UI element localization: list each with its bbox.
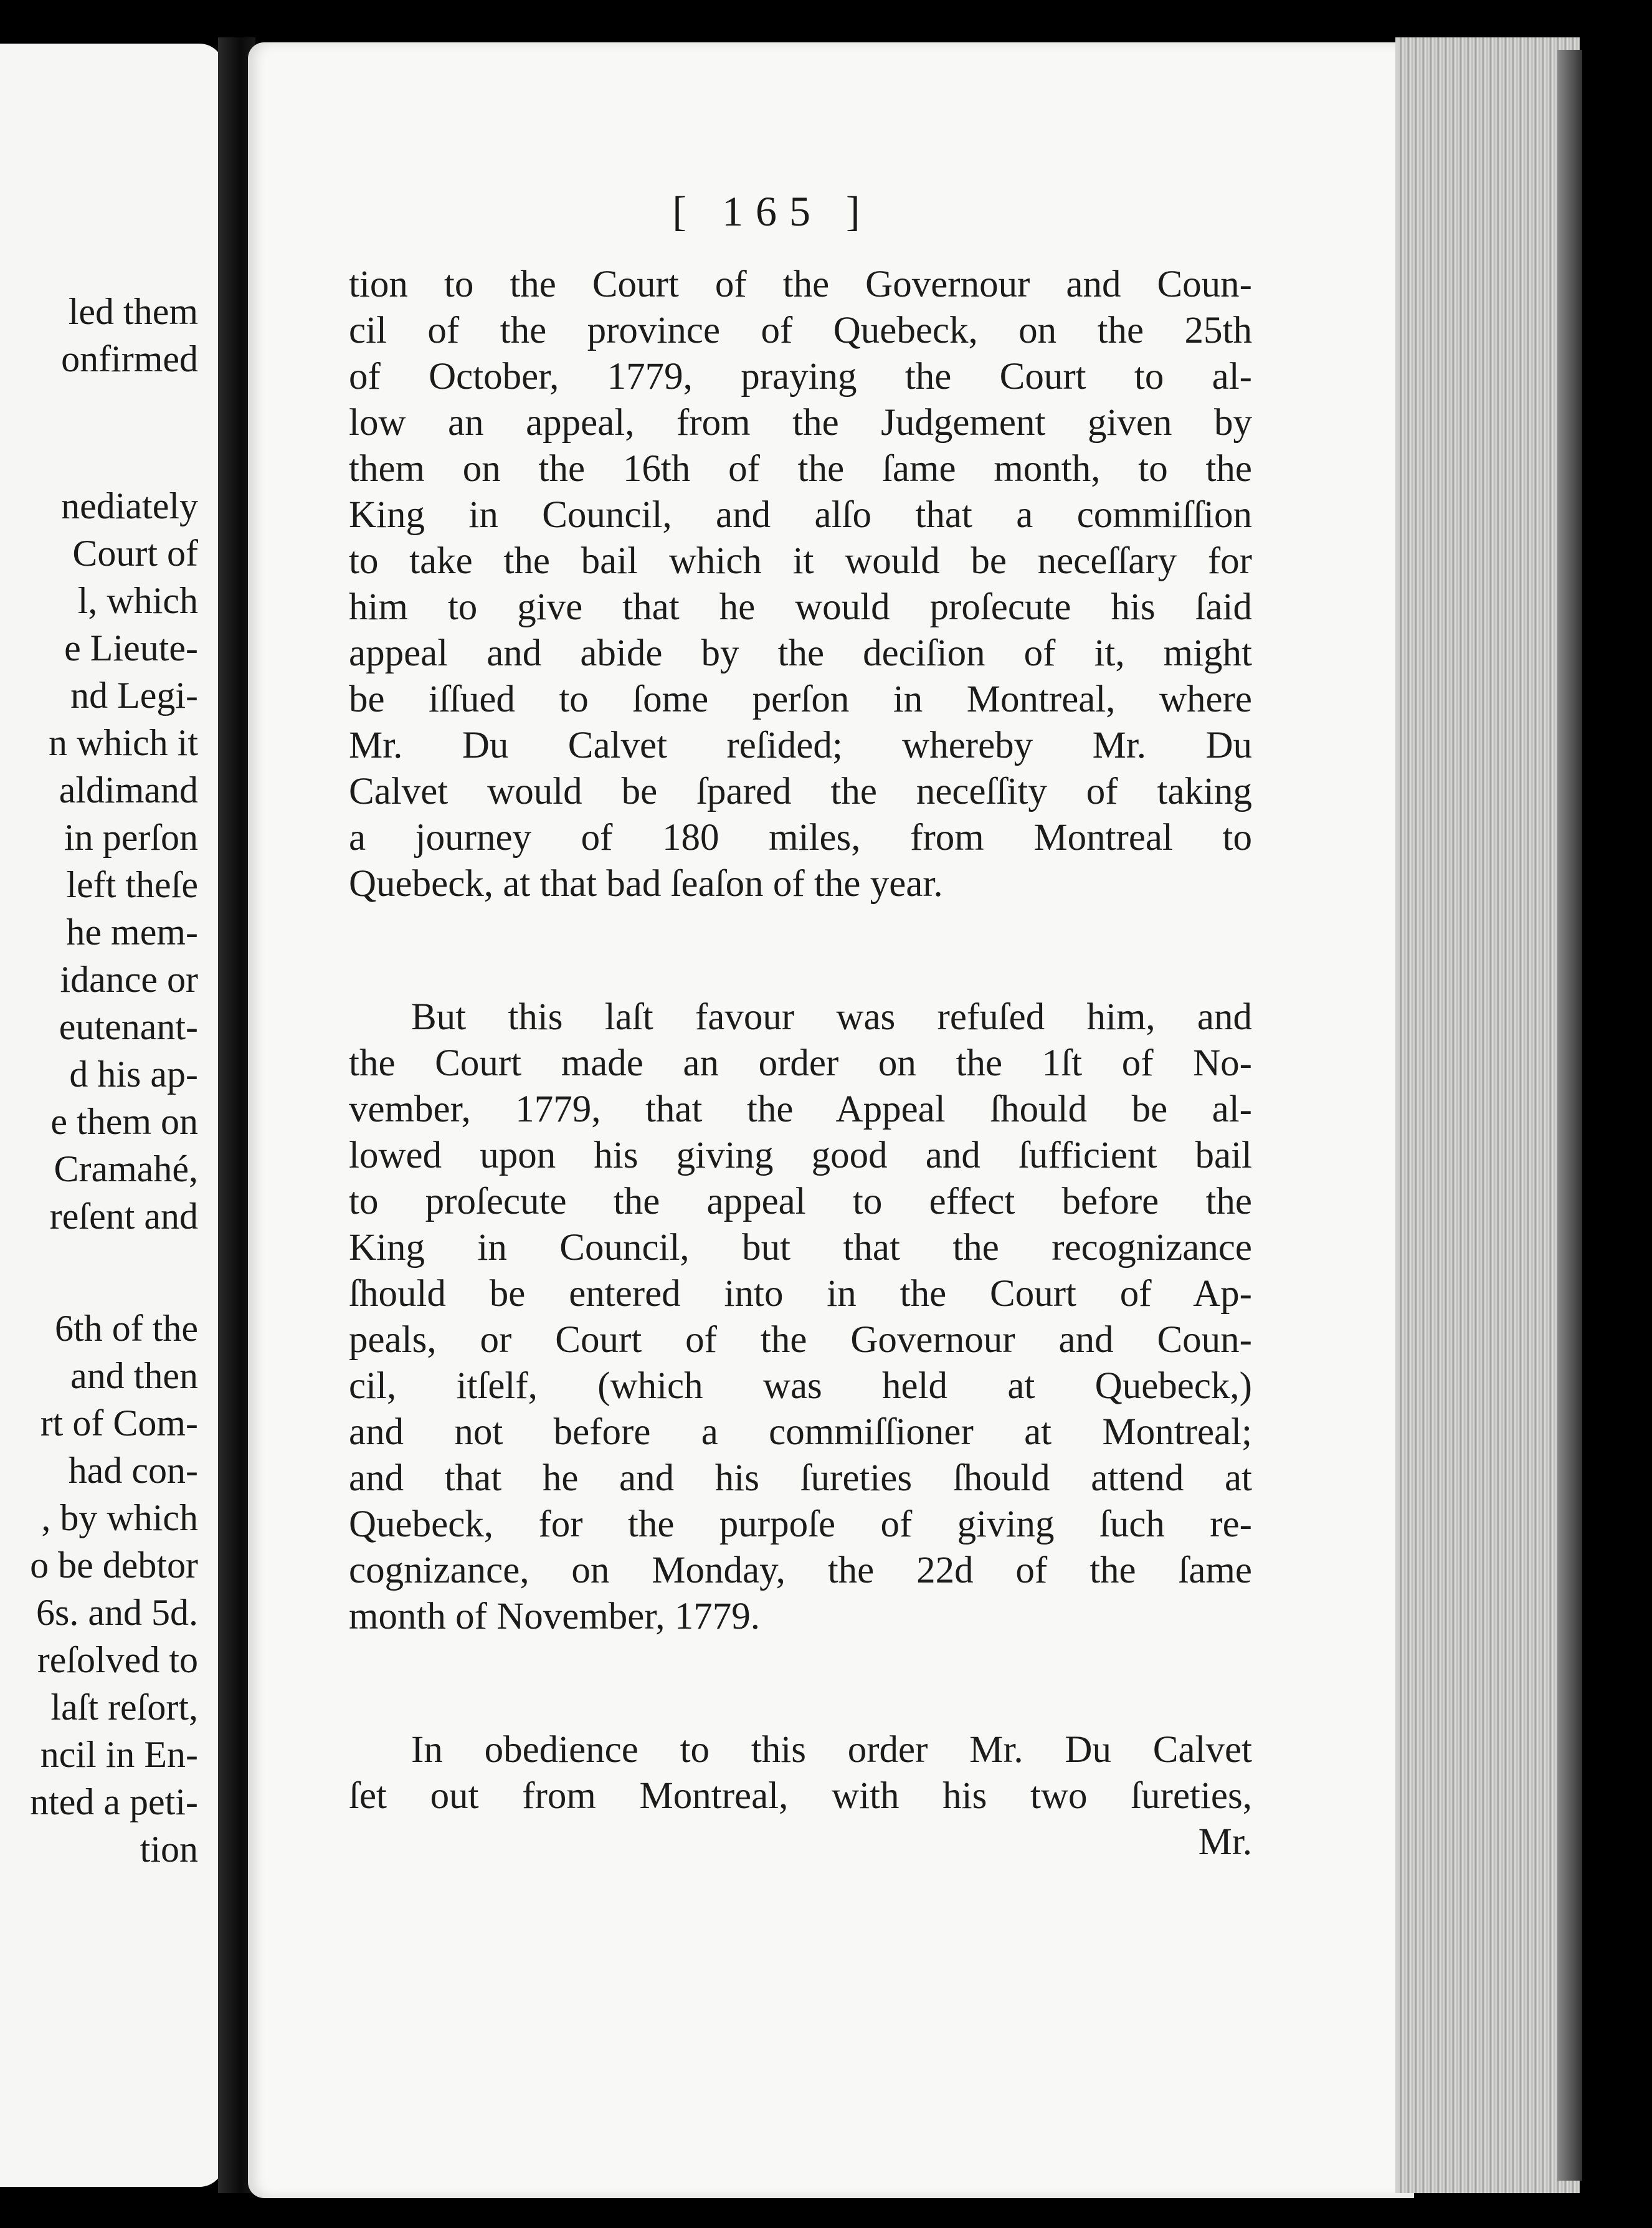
text-line: Mr. Du Calvet reſided; whereby Mr. Du	[349, 725, 1252, 766]
left-line: left theſe	[66, 864, 198, 905]
left-line: l, which	[77, 580, 198, 621]
text-line: Quebeck, at that bad ſeaſon of the year.	[349, 863, 943, 905]
text-line: them on the 16th of the ſame month, to the	[349, 448, 1252, 490]
left-line: onfirmed	[61, 338, 198, 379]
text-line: But this laſt favour was refuſed him, and	[411, 996, 1252, 1038]
main-text-block	[349, 262, 1252, 1865]
text-line: cil, itſelf, (which was held at Quebeck,)	[349, 1365, 1252, 1407]
left-line: e Lieute-	[64, 627, 198, 669]
text-line: to take the bail which it would be neceſſary for	[349, 540, 1252, 582]
left-line: idance or	[60, 959, 198, 1000]
left-page-text	[0, 288, 198, 1873]
text-line: cognizance, on Monday, the 22d of the ſame	[349, 1550, 1252, 1591]
text-line: cil of the province of Quebeck, on the 25th	[349, 310, 1252, 351]
paragraph-2	[349, 994, 1252, 1640]
left-line: o be debtor	[30, 1545, 198, 1586]
text-line: be iſſued to ſome perſon in Montreal, where	[349, 678, 1252, 720]
text-line: low an appeal, from the Judgement given by	[349, 402, 1252, 444]
left-line: rt of Com-	[40, 1402, 198, 1444]
left-line: laſt reſort,	[50, 1687, 198, 1728]
left-line: nted a peti-	[30, 1781, 198, 1822]
text-line: to proſecute the appeal to effect before the	[349, 1181, 1252, 1222]
left-line: reſolved to	[37, 1639, 198, 1680]
left-facing-page	[0, 44, 224, 2187]
text-line: peals, or Court of the Governour and Coun-	[349, 1319, 1252, 1361]
text-line: lowed upon his giving good and ſufficient bail	[349, 1135, 1252, 1176]
page-edges	[1395, 37, 1580, 2193]
catchword: Mr.	[1198, 1821, 1252, 1863]
left-line: nediately	[61, 485, 198, 526]
text-line: him to give that he would proſecute his ſaid	[349, 586, 1252, 628]
left-line: Court of	[72, 533, 198, 574]
text-line: ſet out from Montreal, with his two ſureties,	[349, 1775, 1252, 1817]
left-line: 6s. and 5d.	[36, 1592, 198, 1633]
left-line: Cramahé,	[54, 1148, 198, 1189]
left-line: d his ap-	[69, 1054, 198, 1095]
text-line: the Court made an order on the 1ſt of No-	[349, 1042, 1252, 1084]
left-line: eutenant-	[59, 1006, 198, 1047]
text-line: of October, 1779, praying the Court to al-	[349, 356, 1252, 398]
text-line: King in Council, but that the recognizance	[349, 1227, 1252, 1269]
text-line: tion to the Court of the Governour and Coun-	[349, 264, 1252, 305]
text-line: appeal and abide by the deciſion of it, might	[349, 632, 1252, 674]
text-line: ſhould be entered into in the Court of Ap-	[349, 1273, 1252, 1315]
text-line: and that he and his ſureties ſhould attend at	[349, 1457, 1252, 1499]
left-line: nd Legi-	[70, 675, 198, 716]
page-number: [ 165 ]	[672, 188, 873, 235]
text-line: In obedience to this order Mr. Du Calvet	[411, 1729, 1252, 1771]
paragraph-3	[349, 1727, 1252, 1865]
left-line: reſent and	[49, 1196, 198, 1237]
text-line: and not before a commiſſioner at Montreal;	[349, 1411, 1252, 1453]
left-line: aldimand	[59, 769, 198, 811]
text-line: Quebeck, for the purpoſe of giving ſuch re-	[349, 1503, 1252, 1545]
text-line: King in Council, and alſo that a commiſſion	[349, 494, 1252, 536]
left-line: ncil in En-	[40, 1734, 198, 1775]
left-line: led them	[68, 291, 198, 332]
left-line: tion	[140, 1829, 198, 1870]
page-edges-shadow	[1557, 50, 1582, 2181]
left-line: n which it	[49, 722, 198, 763]
left-line: and then	[70, 1355, 198, 1396]
text-line: a journey of 180 miles, from Montreal to	[349, 817, 1252, 859]
left-line: in perſon	[64, 817, 198, 858]
left-line: had con-	[68, 1450, 198, 1491]
text-line: vember, 1779, that the Appeal ſhould be al-	[349, 1088, 1252, 1130]
left-line: he mem-	[66, 912, 198, 953]
text-line: Calvet would be ſpared the neceſſity of taking	[349, 771, 1252, 812]
left-line: 6th of the	[55, 1308, 198, 1349]
text-line: month of November, 1779.	[349, 1596, 760, 1637]
left-line: , by which	[41, 1497, 198, 1538]
paragraph-1	[349, 262, 1252, 907]
left-line: e them on	[50, 1101, 198, 1142]
